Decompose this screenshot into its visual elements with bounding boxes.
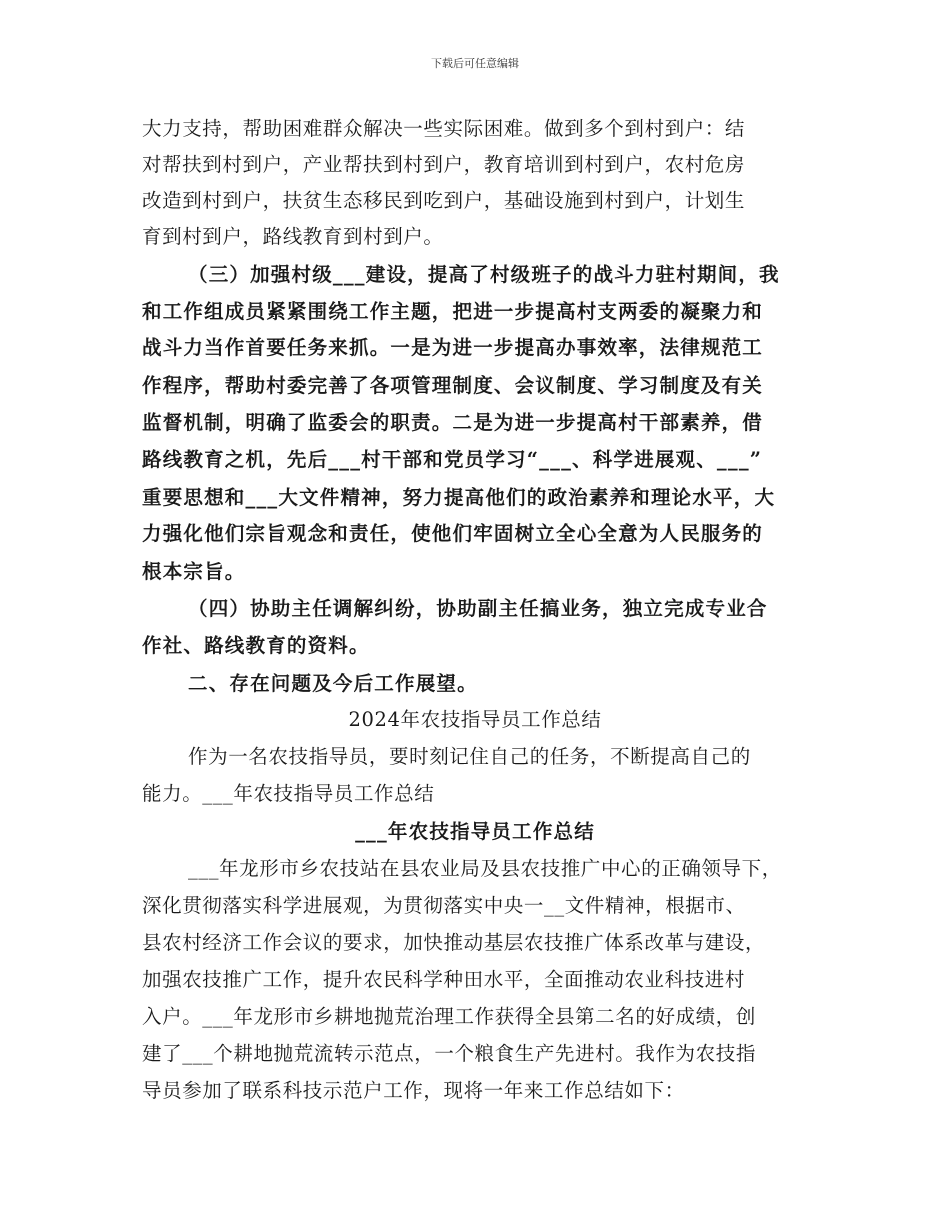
paragraph-line: 育到村到户，路线教育到村到户。: [142, 225, 444, 248]
paragraph-line: 县农村经济工作会议的要求，加快推动基层农技推广体系改革与建设，: [142, 931, 766, 954]
section-three-heading: （三）加强村级___建设，提高了村级班子的战斗力驻村期间，我: [188, 263, 780, 286]
document-title: 2024年农技指导员工作总结: [348, 708, 602, 731]
paragraph-line: 能力。___年农技指导员工作总结: [142, 782, 435, 805]
paragraph-line: 力强化他们宗旨观念和责任，使他们牢固树立全心全意为人民服务的: [142, 522, 764, 545]
paragraph-line: 重要思想和___大文件精神，努力提高他们的政治素养和理论水平，大: [142, 486, 776, 509]
paragraph-line: 改造到村到户，扶贫生态移民到吃到户，基础设施到村到户，计划生: [142, 189, 746, 212]
section-two-heading: 二、存在问题及今后工作展望。: [188, 672, 478, 695]
paragraph-line: 战斗力当作首要任务来抓。一是为进一步提高办事效率，法律规范工: [142, 336, 764, 359]
paragraph-line: ___年龙形市乡农技站在县农业局及县农技推广中心的正确领导下，: [188, 857, 782, 880]
paragraph-line: 监督机制，明确了监委会的职责。二是为进一步提高村干部素养，借: [142, 411, 764, 434]
paragraph-line: 路线教育之机，先后___村干部和党员学习“___、科学进展观、___”: [142, 448, 763, 471]
paragraph-line: 对帮扶到村到户，产业帮扶到村到户，教育培训到村到户，农村危房: [142, 153, 746, 176]
paragraph-line: 深化贯彻落实科学进展观，为贯彻落实中央一__文件精神，根据市、: [142, 894, 746, 917]
paragraph-line: 入户。___年龙形市乡耕地抛荒治理工作获得全县第二名的好成绩，创: [142, 1005, 756, 1028]
section-four-heading: （四）协助主任调解纠纷，协助副主任搞业务，独立完成专业合: [188, 597, 768, 620]
paragraph-line: 和工作组成员紧紧围绕工作主题，把进一步提高村支两委的凝聚力和: [142, 300, 764, 323]
paragraph-line: 加强农技推广工作，提升农民科学种田水平，全面推动农业科技进村: [142, 968, 746, 991]
paragraph-line: 大力支持，帮助困难群众解决一些实际困难。做到多个到村到户：结: [142, 117, 746, 140]
paragraph-line: 作社、路线教育的资料。: [142, 634, 370, 657]
paragraph-line: 根本宗旨。: [142, 560, 246, 583]
paragraph-line: 作为一名农技指导员，要时刻记住自己的任务，不断提高自己的: [188, 745, 751, 768]
paragraph-line: 导员参加了联系科技示范户工作，现将一年来工作总结如下：: [142, 1079, 685, 1102]
paragraph-line: 作程序，帮助村委完善了各项管理制度、会议制度、学习制度及有关: [142, 374, 764, 397]
header-note: 下载后可任意编辑: [431, 57, 519, 70]
paragraph-line: 建了___个耕地抛荒流转示范点，一个粮食生产先进村。我作为农技指: [142, 1042, 756, 1065]
subtitle: ___年农技指导员工作总结: [355, 820, 595, 843]
